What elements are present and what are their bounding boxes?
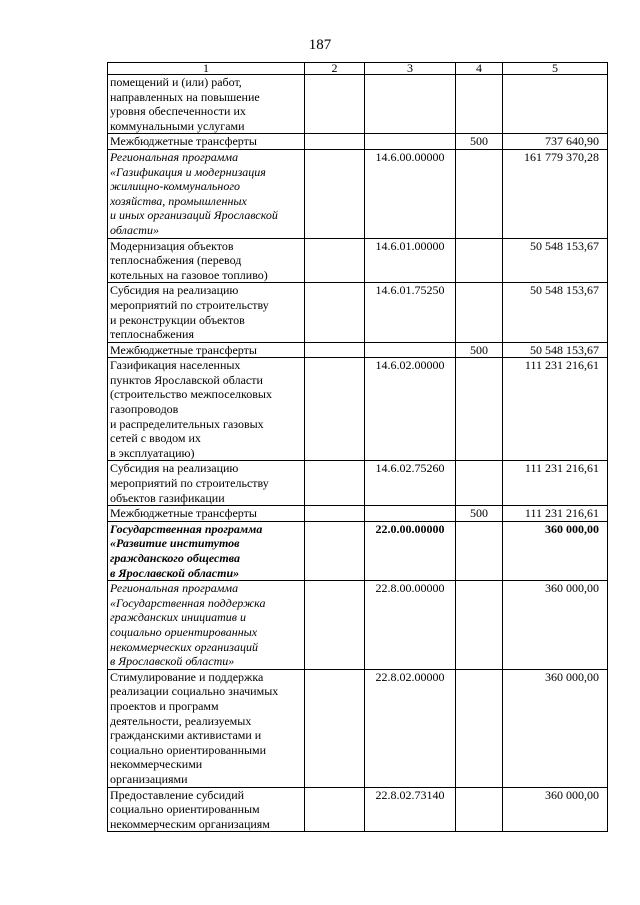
header-cell: 1 (108, 63, 305, 75)
amount-cell: 111 231 216,61 (503, 358, 608, 461)
item-name-line: Газификация населенных (110, 358, 241, 373)
amount-cell: 360 000,00 (503, 521, 608, 580)
expense-type-cell: 500 (456, 134, 503, 150)
target-code-cell (365, 342, 456, 358)
item-name-line: «Газификация и модернизация (110, 164, 266, 179)
header-cell: 3 (365, 63, 456, 75)
target-code-cell: 14.6.00.00000 (365, 149, 456, 238)
page-number: 187 (308, 37, 332, 53)
item-name-cell (108, 521, 305, 580)
section-cell (305, 134, 365, 150)
item-name-line: Модернизация объектов (110, 238, 234, 253)
item-name-cell (108, 149, 305, 238)
item-name-line: сетей с вводом их (110, 431, 201, 446)
expense-type-cell (456, 581, 503, 670)
item-name-line: Предоставление субсидий (110, 787, 245, 802)
item-name-cell (108, 75, 305, 134)
item-name-line: хозяйства, промышленных (110, 193, 247, 208)
target-code-cell (365, 75, 456, 134)
table-row (108, 461, 608, 506)
item-name-cell (108, 787, 305, 832)
target-code-cell: 14.6.02.75260 (365, 461, 456, 506)
target-code-cell: 22.8.02.00000 (365, 669, 456, 787)
table-body (108, 63, 608, 832)
item-name-line: деятельности, реализуемых (110, 713, 252, 728)
section-cell (305, 521, 365, 580)
section-cell (305, 669, 365, 787)
amount-cell: 360 000,00 (503, 787, 608, 832)
item-name-line: помещений и (или) работ, (110, 75, 242, 89)
table-row (108, 238, 608, 283)
item-name-line: «Развитие институтов (110, 536, 240, 551)
item-name-line: мероприятий по строительству (110, 476, 269, 491)
table-row (108, 134, 608, 150)
target-code-cell: 22.8.02.73140 (365, 787, 456, 832)
expense-type-cell (456, 521, 503, 580)
table-row (108, 669, 608, 787)
item-name-line: и реконструкции объектов (110, 312, 245, 327)
target-code-cell: 22.8.00.00000 (365, 581, 456, 670)
expense-type-cell (456, 358, 503, 461)
item-name-line: Региональная программа (110, 149, 239, 164)
table-row (108, 283, 608, 342)
expense-type-cell (456, 669, 503, 787)
item-name-line: Стимулирование и поддержка (110, 669, 264, 684)
item-name-line: некоммерческим организациям (110, 816, 270, 831)
section-cell (305, 461, 365, 506)
target-code-cell (365, 134, 456, 150)
target-code-cell: 22.0.00.00000 (365, 521, 456, 580)
header-row (108, 63, 608, 75)
item-name-line: и иных организаций Ярославской (110, 208, 278, 223)
item-name-line: гражданского общества (110, 551, 240, 565)
item-name-line: гражданских инициатив и (110, 610, 246, 625)
amount-cell: 111 231 216,61 (503, 506, 608, 522)
expense-type-cell (456, 787, 503, 832)
item-name-line: (строительство межпоселковых (110, 387, 272, 402)
item-name-line: теплоснабжения (110, 327, 194, 342)
table-row (108, 149, 608, 238)
table-row (108, 342, 608, 358)
amount-cell: 50 548 153,67 (503, 342, 608, 358)
expense-type-cell (456, 75, 503, 134)
amount-cell: 50 548 153,67 (503, 238, 608, 283)
target-code-cell: 14.6.01.00000 (365, 238, 456, 283)
section-cell (305, 149, 365, 238)
header-cell: 5 (503, 63, 608, 75)
item-name-line: Межбюджетные трансферты (110, 342, 257, 357)
item-name-cell (108, 342, 305, 358)
item-name-line: и распределительных газовых (110, 416, 264, 431)
section-cell (305, 283, 365, 342)
item-name-line: Субсидия на реализацию (110, 283, 239, 298)
amount-cell (503, 75, 608, 134)
section-cell (305, 342, 365, 358)
item-name-line: в Ярославской области» (110, 565, 240, 580)
table-row (108, 787, 608, 832)
section-cell (305, 238, 365, 283)
item-name-cell (108, 238, 305, 283)
amount-cell: 111 231 216,61 (503, 461, 608, 506)
item-name-cell (108, 358, 305, 461)
item-name-cell (108, 461, 305, 506)
item-name-line: мероприятий по строительству (110, 297, 269, 312)
amount-cell: 50 548 153,67 (503, 283, 608, 342)
table-row (108, 521, 608, 580)
section-cell (305, 75, 365, 134)
item-name-line: социально ориентированных (110, 624, 258, 639)
expense-type-cell: 500 (456, 506, 503, 522)
table-row (108, 358, 608, 461)
header-cell: 4 (456, 63, 503, 75)
target-code-cell: 14.6.02.00000 (365, 358, 456, 461)
item-name-cell (108, 283, 305, 342)
expense-type-cell (456, 149, 503, 238)
item-name-line: в Ярославской области» (110, 654, 235, 669)
item-name-line: социально ориентированными (110, 742, 267, 757)
table-row (108, 506, 608, 522)
item-name-line: организациями (110, 771, 188, 786)
item-name-line: области» (110, 222, 159, 237)
item-name-cell (108, 506, 305, 522)
header-cell: 2 (305, 63, 365, 75)
amount-cell: 737 640,90 (503, 134, 608, 150)
item-name-cell (108, 134, 305, 150)
table-row (108, 75, 608, 134)
item-name-line: Региональная программа (110, 581, 239, 596)
item-name-line: уровня обеспеченности их (110, 104, 246, 119)
item-name-line: проектов и программ (110, 698, 219, 713)
item-name-line: газопроводов (110, 402, 179, 417)
item-name-line: жилищно-коммунального (110, 179, 241, 194)
budget-table (107, 62, 608, 832)
item-name-line: Межбюджетные трансферты (110, 134, 257, 149)
item-name-line: гражданскими активистами и (110, 728, 262, 743)
item-name-line: направленных на повышение (110, 89, 260, 104)
section-cell (305, 787, 365, 832)
section-cell (305, 358, 365, 461)
item-name-cell (108, 669, 305, 787)
amount-cell: 360 000,00 (503, 581, 608, 670)
amount-cell: 161 779 370,28 (503, 149, 608, 238)
item-name-line: Государственная программа (110, 521, 263, 536)
item-name-line: теплоснабжения (перевод (110, 253, 242, 268)
table-row (108, 581, 608, 670)
item-name-line: реализации социально значимых (110, 684, 279, 699)
item-name-line: пунктов Ярославской области (110, 372, 263, 387)
amount-cell: 360 000,00 (503, 669, 608, 787)
item-name-line: Субсидия на реализацию (110, 461, 239, 476)
item-name-line: в эксплуатацию) (110, 445, 195, 460)
item-name-line: котельных на газовое топливо) (110, 267, 268, 282)
expense-type-cell: 500 (456, 342, 503, 358)
section-cell (305, 506, 365, 522)
item-name-line: коммунальными услугами (110, 118, 245, 133)
expense-type-cell (456, 283, 503, 342)
target-code-cell: 14.6.01.75250 (365, 283, 456, 342)
item-name-line: некоммерческих организаций (110, 639, 258, 654)
item-name-line: некоммерческими (110, 757, 203, 772)
target-code-cell (365, 506, 456, 522)
item-name-line: объектов газификации (110, 490, 225, 505)
expense-type-cell (456, 238, 503, 283)
item-name-line: социально ориентированным (110, 802, 260, 817)
item-name-cell (108, 581, 305, 670)
expense-type-cell (456, 461, 503, 506)
item-name-line: «Государственная поддержка (110, 595, 266, 610)
item-name-line: Межбюджетные трансферты (110, 506, 257, 521)
section-cell (305, 581, 365, 670)
